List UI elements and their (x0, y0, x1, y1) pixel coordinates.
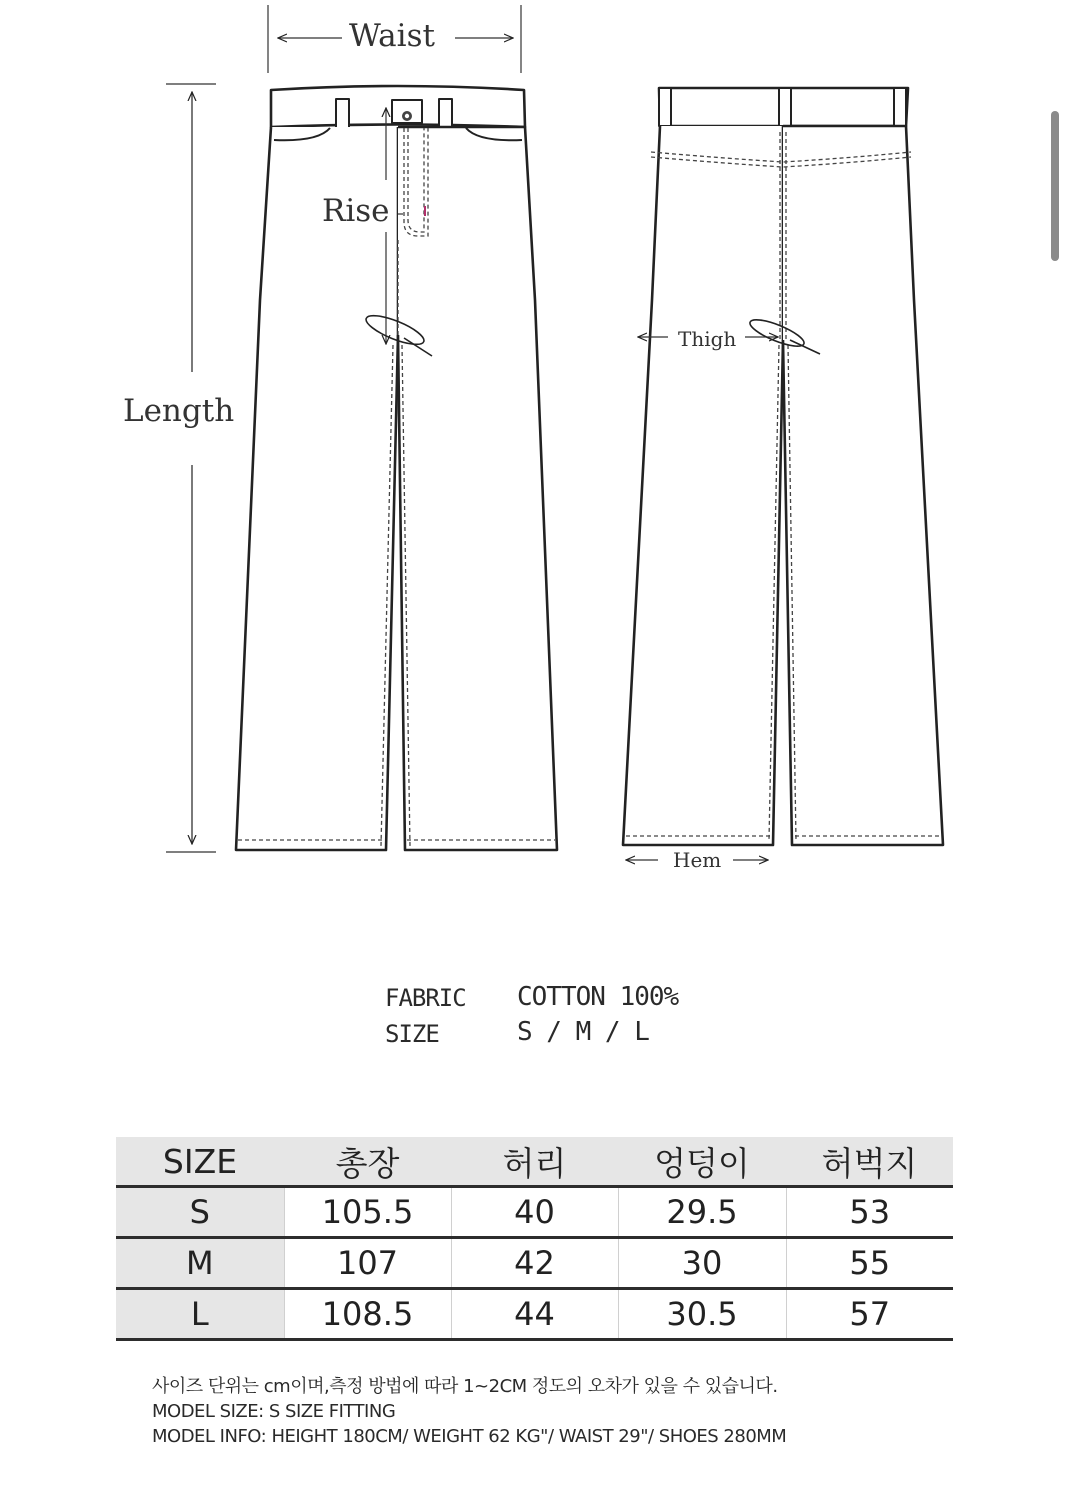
table-cell: 53 (786, 1187, 953, 1238)
table-cell: 40 (451, 1187, 618, 1238)
table-cell: 57 (786, 1289, 953, 1340)
scrollbar-thumb[interactable] (1051, 111, 1059, 261)
table-cell: 108.5 (284, 1289, 451, 1340)
table-row (116, 1238, 953, 1289)
waist-label: Waist (349, 18, 435, 54)
size-cell: L (116, 1289, 284, 1340)
header-total-length: 총장 (284, 1137, 451, 1187)
fabric-label: FABRIC (385, 984, 466, 1012)
front-pants-drawing (236, 86, 557, 850)
table-row (116, 1187, 953, 1238)
table-cell: 42 (451, 1238, 618, 1289)
size-cell: M (116, 1238, 284, 1289)
header-waist: 허리 (451, 1137, 618, 1187)
fabric-value: COTTON 100% (517, 982, 679, 1012)
table-header-row (116, 1137, 953, 1187)
header-hip: 엉덩이 (618, 1137, 786, 1187)
size-cell: S (116, 1187, 284, 1238)
thigh-label: Thigh (678, 327, 737, 351)
measurement-note: 사이즈 단위는 cm이며,측정 방법에 따라 1~2CM 정도의 오차가 있을 수 있습니다. (152, 1376, 778, 1397)
table-cell: 29.5 (618, 1187, 786, 1238)
header-size: SIZE (116, 1137, 284, 1187)
rise-label: Rise (322, 193, 390, 229)
table-row (116, 1289, 953, 1340)
hem-label: Hem (673, 848, 722, 872)
header-thigh: 허벅지 (786, 1137, 953, 1187)
size-label: SIZE (385, 1020, 439, 1048)
table-cell: 107 (284, 1238, 451, 1289)
back-pants-drawing (623, 88, 943, 845)
length-label: Length (123, 393, 235, 429)
size-notes (152, 1374, 786, 1449)
model-info-note: MODEL INFO: HEIGHT 180CM/ WEIGHT 62 KG"/ WAIST 29"/ SHOES 280MM (152, 1426, 787, 1447)
model-size-note: MODEL SIZE: S SIZE FITTING (152, 1401, 396, 1422)
table-cell: 44 (451, 1289, 618, 1340)
size-value: S / M / L (517, 1017, 649, 1047)
table-cell: 30 (618, 1238, 786, 1289)
table-cell: 55 (786, 1238, 953, 1289)
size-chart-table (116, 1137, 953, 1341)
table-cell: 30.5 (618, 1289, 786, 1340)
table-cell: 105.5 (284, 1187, 451, 1238)
